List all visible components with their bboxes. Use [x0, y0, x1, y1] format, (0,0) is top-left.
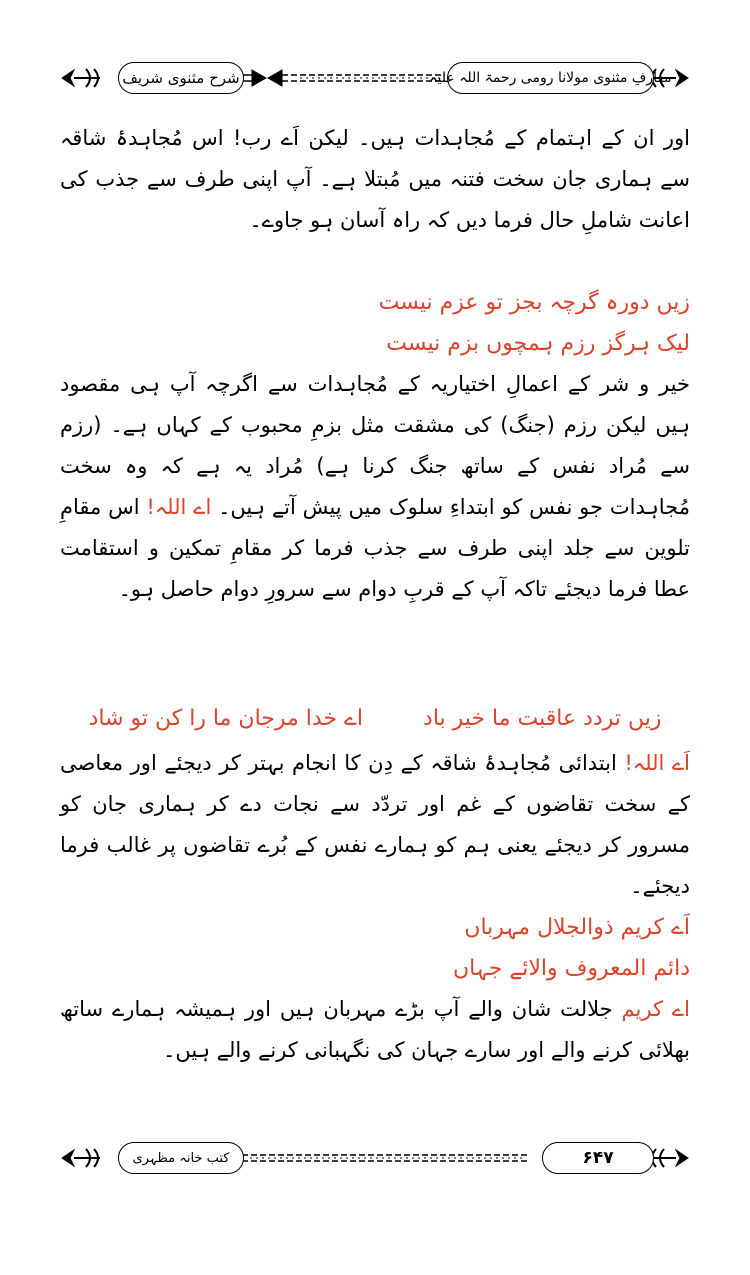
verse-3-line-1: اَے کریم ذوالجلال مہرباں [464, 915, 690, 940]
verse-2 [60, 698, 690, 739]
page-footer [60, 1138, 690, 1178]
paragraph-2-text: خیر و شر کے اعمالِ اختیاریہ کے مُجاہدات سے اگرچہ آپ ہی مقصود ہیں لیکن رزم (جنگ) کی مشقت مثل بزمِ محبوب کے کہاں ہے۔ (رزم سے مُراد نفس کے ساتھ جنگ کرنا ہے) مُراد یہ ہے کہ وہ سخت مُجاہدات جو نفس کو ابتداءِ سلوک میں پیش آتے ہیں۔ [60, 372, 690, 519]
verse-3-line-2: دائم المعروف والائے جہاں [452, 956, 690, 981]
verse-1 [60, 282, 690, 364]
page-header [60, 58, 690, 98]
verse-1-line-1: زیں دورہ گرچہ بجز تو عزم نیست [378, 290, 690, 315]
paragraph-4 [60, 989, 690, 1071]
verse-2-line-1: زیں تردد عاقبت ما خیر باد [423, 706, 662, 731]
paragraph-4-invocation: اے کریم [621, 997, 690, 1021]
publisher-name: کتب خانہ مظہری [118, 1142, 244, 1174]
page-content [60, 118, 690, 1071]
paragraph-3-invocation: اَے اللہ! [624, 751, 690, 775]
paragraph-1: اور ان کے اہتمام کے مُجاہدات ہیں۔ لیکن اَے رب! اس مُجاہدۂ شاقہ سے ہماری جان سخت فتنہ میں مُبتلا ہے۔ آپ اپنی طرف سے جذب کی اعانت شاملِ حال فرما دیں کہ راہ آسان ہو جاوے۔ [60, 126, 690, 232]
paragraph-2 [60, 364, 690, 692]
paragraph-3-text: ابتدائی مُجاہدۂ شاقہ کے دِن کا انجام بہتر کر دیجئے اور معاصی کے سخت تقاضوں کے غم اور تردّد سے نجات دے کر ہماری جان کو مسرور کر دیجئے یعنی ہم کو ہمارے نفس کے بُرے تقاضوں پر غالب فرما دیجئے۔ [60, 751, 690, 898]
paragraph-2-invocation: اے اللہ! [146, 495, 212, 519]
verse-3 [60, 907, 690, 989]
verse-2-line-2: اے خدا مرجان ما را کن تو شاد [88, 706, 364, 731]
paragraph-2-rest: اس مقامِ تلوین سے جلد اپنی طرف سے جذب فرما کر مقامِ تمکین و استقامت عطا فرما دیجئے تاکہ آپ کے قربِ دوام سے سرورِ دوام حاصل ہو۔ [60, 495, 690, 601]
verse-1-line-2: لیک ہرگز رزم ہمچوں بزم نیست [386, 331, 690, 356]
chapter-title: شرح مثنوی شریف [118, 62, 244, 94]
paragraph-3 [60, 743, 690, 907]
paragraph-4-text: جلالت شان والے آپ بڑے مہربان ہیں اور ہمیشہ ہمارے ساتھ بھلائی کرنے والے اور سارے جہان کی نگہبانی کرنے والے ہیں۔ [60, 997, 690, 1062]
book-title: معارفِ مثنوی مولانا رومی رحمۃ اللہ علیہ [447, 62, 654, 94]
page-number: ۶۴۷ [542, 1142, 654, 1174]
